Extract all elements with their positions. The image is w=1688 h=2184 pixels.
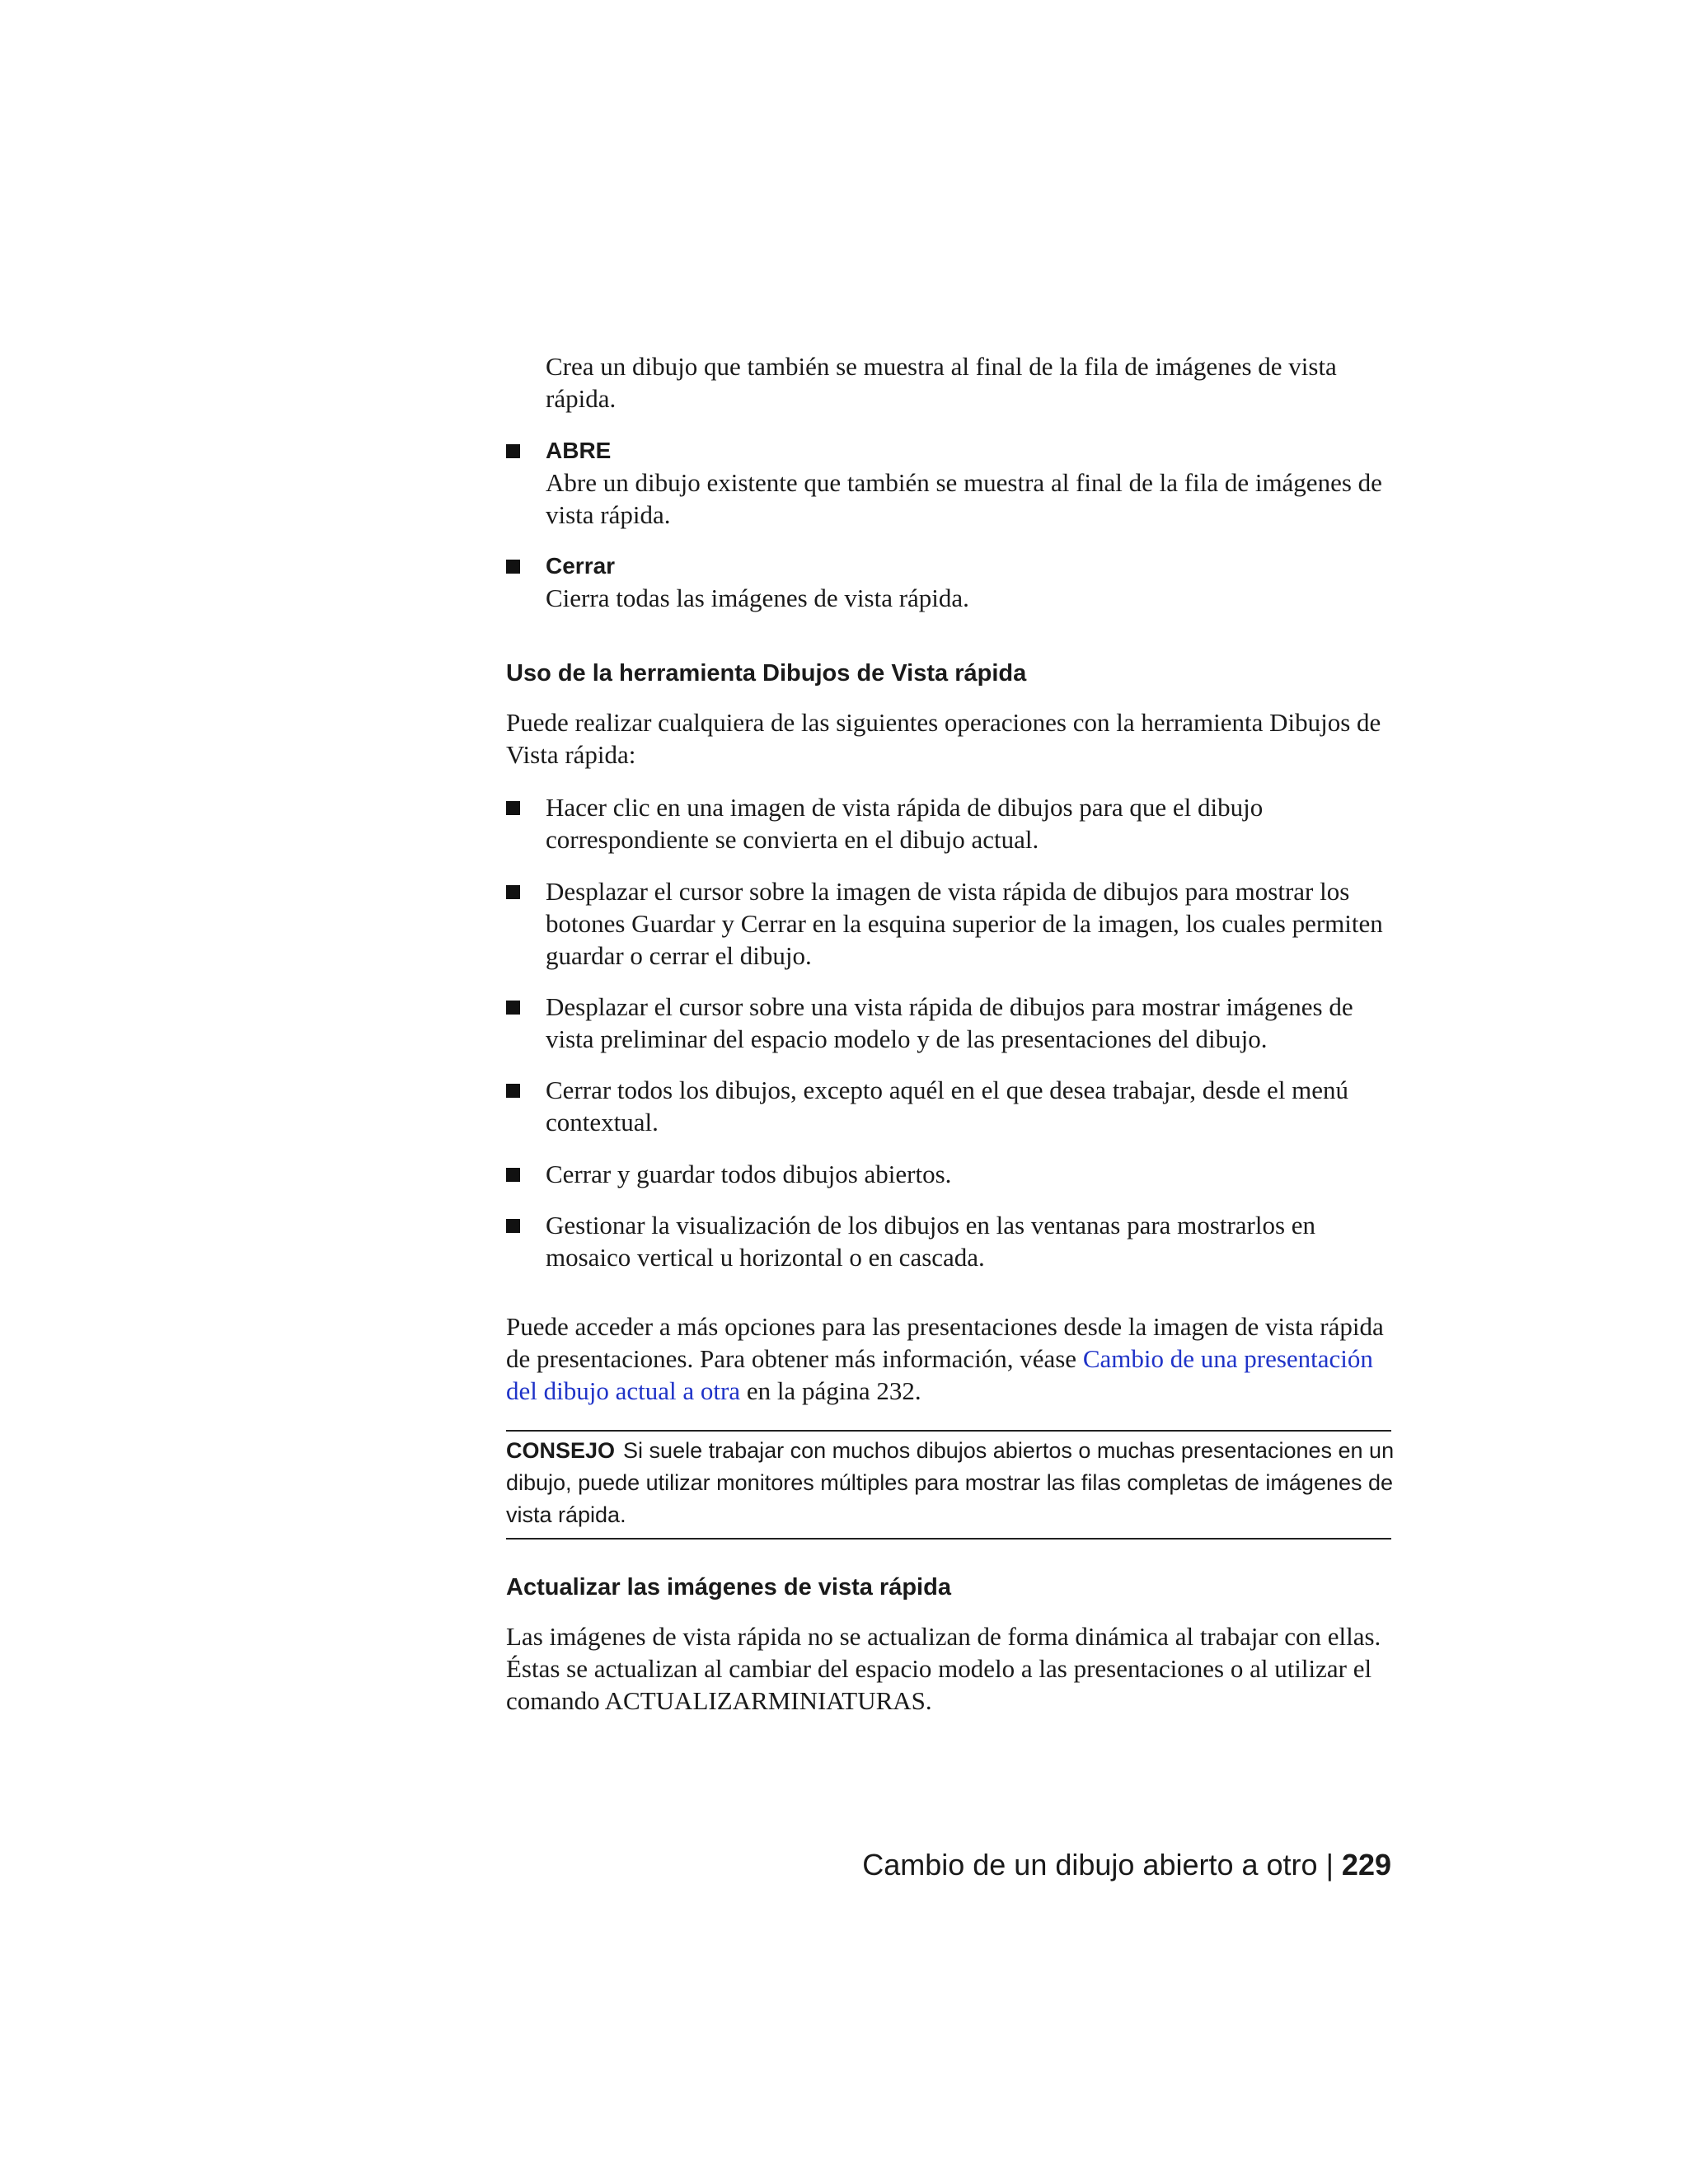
tip-text: Si suele trabajar con muchos dibujos abiertos o muchas presentaciones en un dibujo, puede utilizar monitores múltiples para mostrar las filas completas de imágenes de vista rápida. (506, 1438, 1395, 1527)
definition-title: Cerrar (546, 553, 616, 579)
usage-item-text: Desplazar el cursor sobre una vista rápida de dibujos para mostrar imágenes de vista preliminar del espacio modelo y de las presentaciones del dibujo. (546, 992, 1353, 1053)
closing-text-before-link: Puede acceder a más opciones para las presentaciones desde la imagen de vista rápida de presentaciones. Para obtener más información, véase (506, 1312, 1384, 1373)
closing-text-after-link: en la página 232. (740, 1376, 921, 1405)
page-number: 229 (1341, 1848, 1391, 1882)
tip-bottom-rule (506, 1538, 1391, 1540)
bullet-square-icon (506, 560, 520, 574)
definition-description: Abre un dibujo existente que también se muestra al final de la fila de imágenes de vista rápida. (546, 468, 1382, 529)
tip-label: CONSEJO (506, 1438, 616, 1463)
tip-box (506, 1435, 1395, 1531)
update-paragraph: Las imágenes de vista rápida no se actualizan de forma dinámica al trabajar con ellas. Éstas se actualizan al cambiar del espacio modelo a las presentaciones o al utilizar el comando ACTUALIZARMINIATURAS. (506, 1622, 1381, 1715)
bullet-square-icon (506, 1001, 520, 1015)
tip-top-rule (506, 1430, 1391, 1432)
section-heading-update: Actualizar las imágenes de vista rápida (506, 1574, 951, 1601)
bullet-square-icon (506, 1084, 520, 1098)
footer-chapter-title: Cambio de un dibujo abierto a otro (862, 1848, 1318, 1882)
bullet-square-icon (506, 444, 520, 458)
cross-reference-link[interactable]: Cambio de una presentación del dibujo actual a otra (506, 1344, 1373, 1405)
bullet-square-icon (506, 1168, 520, 1182)
usage-intro-paragraph: Puede realizar cualquiera de las siguientes operaciones con la herramienta Dibujos de Vista rápida: (506, 708, 1381, 769)
usage-item-text: Desplazar el cursor sobre la imagen de vista rápida de dibujos para mostrar los botones Guardar y Cerrar en la esquina superior de la imagen, los cuales permiten guardar o cerrar el dibujo. (546, 877, 1383, 970)
bullet-square-icon (506, 1219, 520, 1233)
bullet-square-icon (506, 801, 520, 815)
usage-item-text: Cerrar todos los dibujos, excepto aquél en el que desea trabajar, desde el menú contextual. (546, 1076, 1349, 1137)
definition-description: Cierra todas las imágenes de vista rápida. (546, 583, 969, 612)
lead-paragraph: Crea un dibujo que también se muestra al final de la fila de imágenes de vista rápida. (546, 352, 1337, 413)
footer-separator: | (1325, 1848, 1334, 1882)
bullet-square-icon (506, 885, 520, 899)
usage-item-text: Gestionar la visualización de los dibujos en las ventanas para mostrarlos en mosaico vertical u horizontal o en cascada. (546, 1211, 1316, 1272)
definition-title: ABRE (546, 438, 612, 463)
usage-closing-paragraph (506, 1310, 1396, 1407)
page-footer (862, 1846, 1391, 1884)
usage-item-text: Hacer clic en una imagen de vista rápida de dibujos para que el dibujo correspondiente se convierta en el dibujo actual. (546, 793, 1264, 854)
definition-item-cerrar (506, 550, 1413, 616)
section-heading-usage: Uso de la herramienta Dibujos de Vista rápida (506, 660, 1027, 687)
definition-item-abre (506, 434, 1413, 529)
usage-item-text: Cerrar y guardar todos dibujos abiertos. (546, 1160, 952, 1188)
